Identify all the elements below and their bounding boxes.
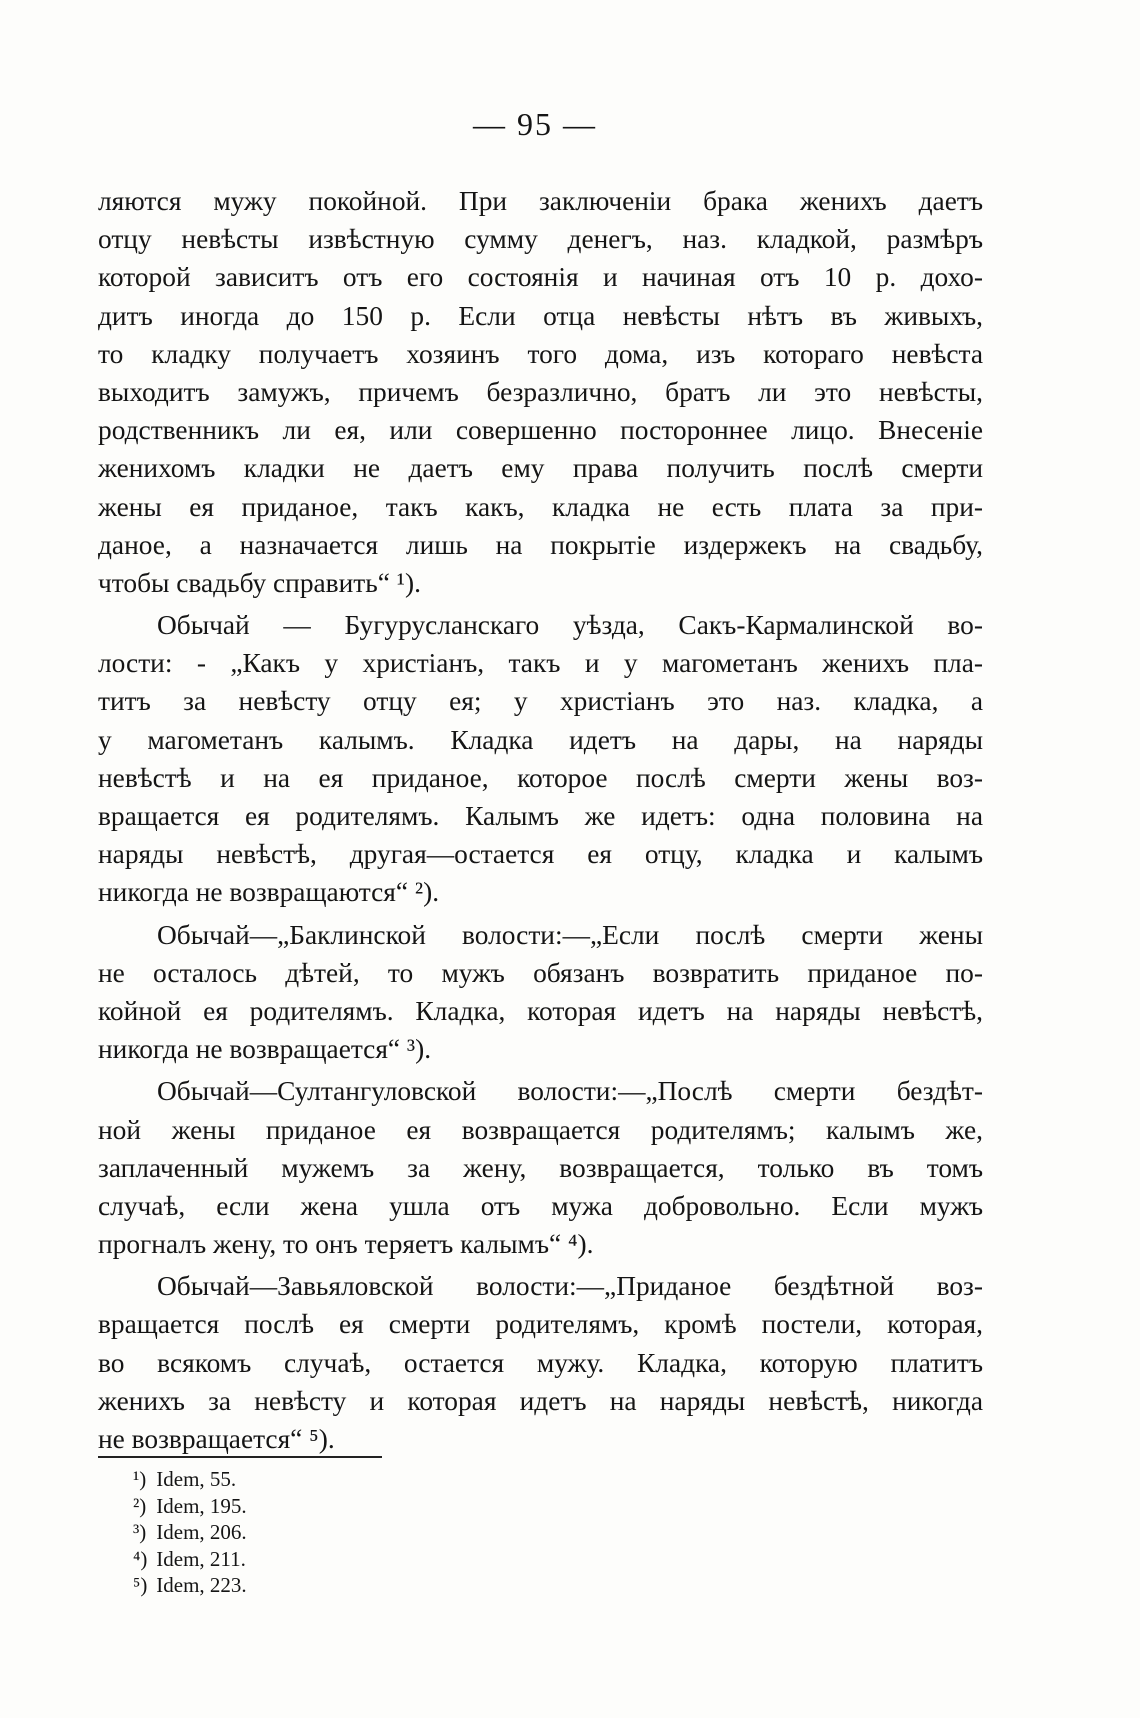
footnote-text: Idem, 211. [156,1546,246,1571]
text-line: Обычай—„Баклинской волости:—„Если послѣ смерти жены [157,919,983,950]
text-line: невѣстѣ и на ея приданое, которое послѣ смерти жены воз- [98,762,983,793]
text-line: во всякомъ случаѣ, остается мужу. Кладка, которую платитъ [98,1347,983,1378]
text-line: случаѣ, если жена ушла отъ мужа добровольно. Если мужъ [98,1190,983,1221]
footnotes [133,1466,247,1599]
text-line: койной ея родителямъ. Кладка, которая идетъ на наряды невѣстѣ, [98,995,983,1026]
text-line: вращается послѣ ея смерти родителямъ, кромѣ постели, которая, [98,1309,983,1340]
text-line: никогда не возвращаются“ ²). [98,877,440,908]
body-text [98,182,983,1458]
text-line: Обычай—Султангуловской волости:—„Послѣ смерти бездѣт- [157,1076,983,1107]
paragraph [98,1072,983,1263]
text-line: ляются мужу покойной. При заключенiи брака женихъ даетъ [98,186,983,216]
text-line: то кладку получаетъ хозяинъ того дома, изъ котораго невѣста [98,338,983,369]
text-line: лости: - „Какъ у христiанъ, такъ и у магометанъ женихъ пла- [98,648,983,679]
text-line: дитъ иногда до 150 р. Если отца невѣсты нѣтъ въ живыхъ, [98,300,983,331]
footnote-marker: ²) [133,1493,147,1518]
text-line: ной жены приданое ея возвращается родителямъ; калымъ же, [98,1114,983,1145]
paragraph [98,1267,983,1458]
text-line: Обычай — Бугурусланскаго уѣзда, Сакъ-Кармалинской во- [157,610,983,641]
paragraph [98,182,983,602]
text-line: не возвращается“ ⁵). [98,1424,335,1454]
text-line: чтобы свадьбу справить“ ¹). [98,567,421,598]
text-line: не осталось дѣтей, то мужъ обязанъ возвратить приданое по- [98,957,983,988]
footnote-marker: ³) [133,1520,147,1544]
text-line: прогналъ жену, то онъ теряетъ калымъ“ ⁴). [98,1229,594,1260]
paragraph [98,916,983,1069]
text-line: женихомъ кладки не даетъ ему права получить послѣ смерти [98,453,983,484]
footnote-marker: ¹) [133,1467,147,1491]
footnote [133,1519,247,1546]
text-line: наряды невѣстѣ, другая—остается ея отцу, кладка и калымъ [98,839,983,870]
footnote-divider [98,1456,382,1458]
text-line: выходитъ замужъ, причемъ безразлично, братъ ли это невѣсты, [98,376,983,407]
text-line: титъ за невѣсту отцу ея; у христiанъ это наз. кладка, а [98,686,983,717]
footnote [133,1466,247,1493]
footnote-marker: ⁴) [133,1546,148,1571]
page-number: — 95 — [473,106,597,142]
footnote-text: Idem, 195. [156,1493,247,1518]
text-line: у магометанъ калымъ. Кладка идетъ на дары, на наряды [98,724,983,755]
text-line: никогда не возвращается“ ³). [98,1034,432,1065]
text-line: которой зависитъ отъ его состоянiя и начиная отъ 10 р. дохо- [98,262,983,293]
text-line: отцу невѣсты извѣстную сумму денегъ, наз. кладкой, размѣръ [98,224,983,255]
footnote-text: Idem, 55. [156,1467,237,1491]
text-line: даное, а назначается лишь на покрытiе издержекъ на свадьбу, [98,529,983,560]
text-line: вращается ея родителямъ. Калымъ же идетъ: одна половина на [98,801,983,831]
footnote-text: Idem, 206. [156,1520,247,1544]
footnote [133,1546,247,1573]
footnote [133,1493,247,1520]
text-line: заплаченный мужемъ за жену, возвращается, только въ томъ [98,1152,983,1183]
footnote-text: Idem, 223. [156,1573,247,1597]
text-line: женихъ за невѣсту и которая идетъ на наряды невѣстѣ, никогда [98,1385,983,1416]
paragraph [98,606,983,912]
text-line: родственникъ ли ея, или совершенно постороннее лицо. Внесенiе [98,415,983,446]
text-line: жены ея приданое, такъ какъ, кладка не есть плата за при- [98,491,983,522]
footnote [133,1572,247,1599]
footnote-marker: ⁵) [133,1573,148,1597]
text-line: Обычай—Завьяловской волости:—„Приданое бездѣтной воз- [157,1271,983,1302]
